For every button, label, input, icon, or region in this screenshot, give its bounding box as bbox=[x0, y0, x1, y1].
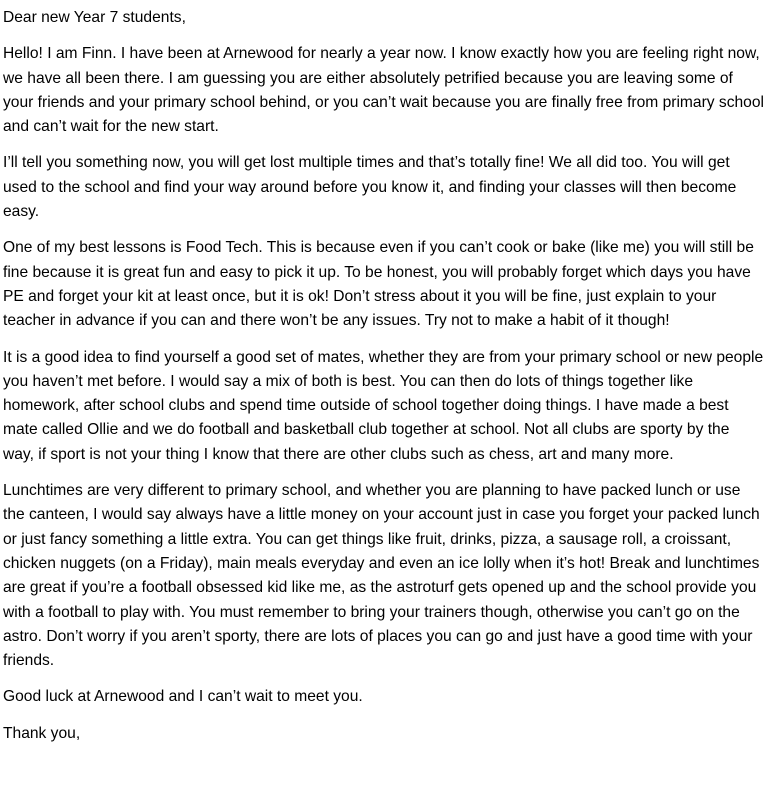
paragraph-friends: It is a good idea to find yourself a good set of mates, whether they are from your primary school or new people you haven’t met before. I would say a mix of both is best. You can then do lots of things together like homework, after school clubs and spend time outside of school together doing things. I have made a best mate called Ollie and we do football and basketball club together at school. Not all clubs are sporty by the way, if sport is not your thing I know that there are other clubs such as chess, art and many more. bbox=[3, 348, 764, 463]
letter-salutation: Dear new Year 7 students, bbox=[3, 9, 186, 26]
letter-closing: Thank you, bbox=[3, 724, 81, 742]
paragraph-lunchtimes: Lunchtimes are very different to primary school, and whether you are planning to have packed lunch or use the canteen, I would say always have a little money on your account just in case you forget your packed lunch or just fancy something a little extra. You can get things like fruit, drinks, pizza, a sausage roll, a croissant, chicken nuggets (on a Friday), main meals everyday and even an ice lolly when it’s hot! Break and lunchtimes are great if you’re a football obsessed kid like me, as the astroturf gets opened up and the school provide you with a football to play with. You must remember to bring your trainers though, otherwise you can’t go on the astro. Don’t worry if you aren’t sporty, there are lots of places you can go and just have a good time with your friends. bbox=[3, 482, 760, 670]
paragraph-getting-lost: I’ll tell you something now, you will get lost multiple times and that’s totally fine! We all did too. You will get used to the school and find your way around before you know it, and finding your classes will then become easy. bbox=[3, 154, 737, 221]
paragraph-introduction: Hello! I am Finn. I have been at Arnewood for nearly a year now. I know exactly how you are feeling right now, we have all been there. I am guessing you are either absolutely petrified because you are leaving some of your friends and your primary school behind, or you can’t wait because you are finally free from primary school and can’t wait for the new start. bbox=[3, 45, 764, 136]
paragraph-lessons: One of my best lessons is Food Tech. This is because even if you can’t cook or bake (like me) you will still be fine because it is great fun and easy to pick it up. To be honest, you will probably forget which days you have PE and forget your kit at least once, but it is ok! Don’t stress about it you will be fine, just explain to your teacher in advance if you can and there won’t be any issues. Try not to make a habit of it though! bbox=[3, 239, 754, 330]
paragraph-good-luck: Good luck at Arnewood and I can’t wait to meet you. bbox=[3, 688, 363, 706]
